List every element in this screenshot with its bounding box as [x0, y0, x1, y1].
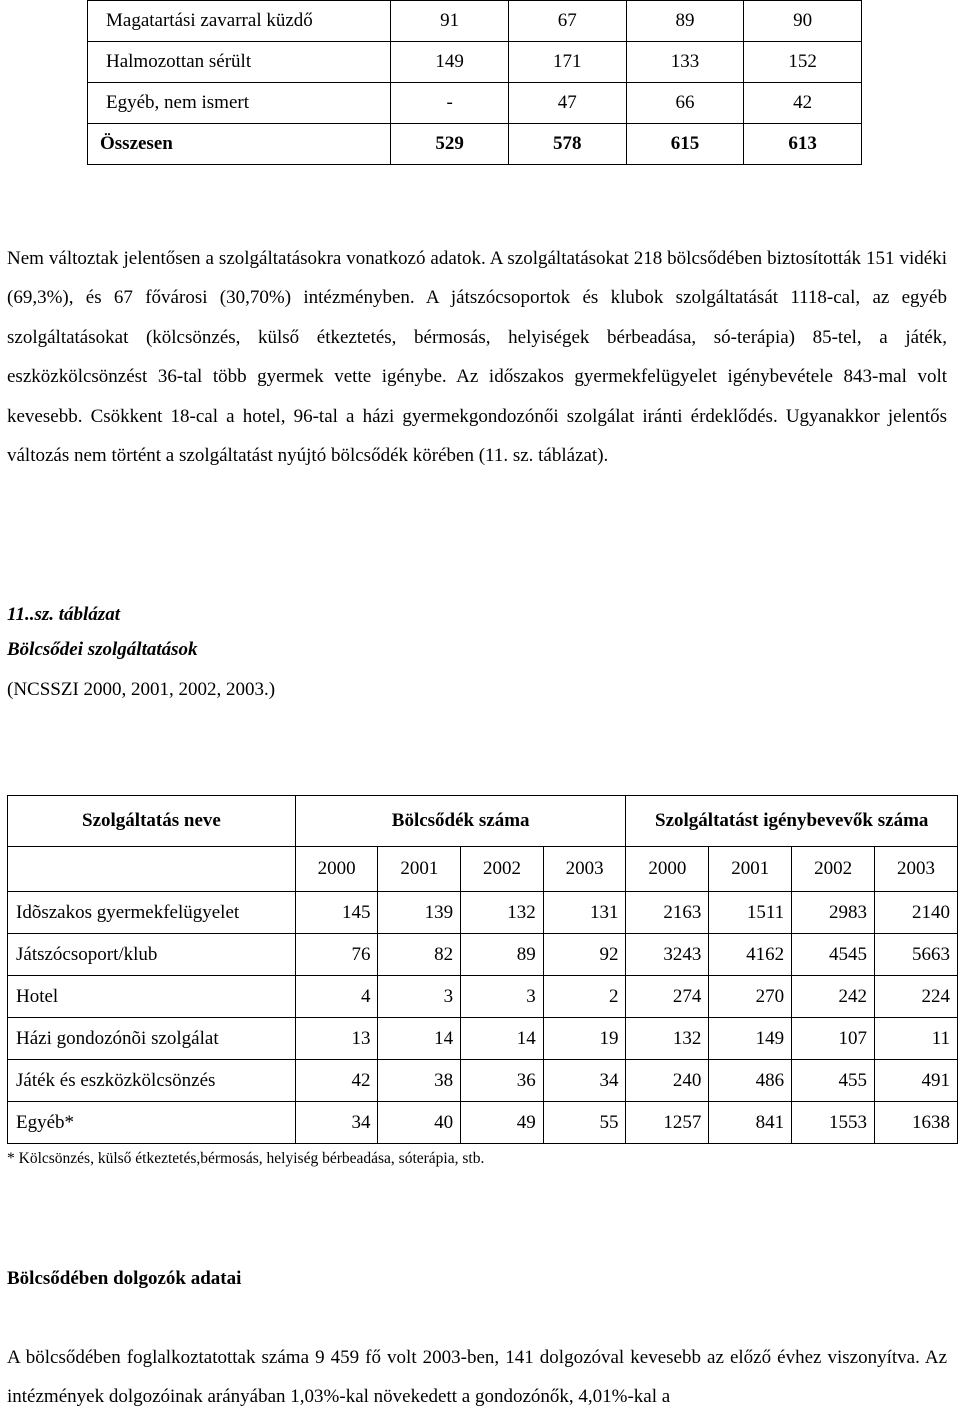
total-value: 615	[626, 124, 744, 165]
cell-value: 55	[543, 1102, 626, 1144]
header-row	[8, 796, 958, 847]
year-header: 2002	[792, 847, 875, 892]
cell-value: 13	[295, 1018, 378, 1060]
cell-value: 132	[461, 892, 544, 934]
header-nursery-count: Bölcsődék száma	[295, 796, 626, 847]
table-number-title: 11..sz. táblázat	[7, 604, 120, 625]
body-paragraph: Nem változtak jelentősen a szolgáltatásokra vonatkozó adatok. A szolgáltatásokat 218 bölcsődében biztosították 151 vidéki (69,3%), és 67 fővárosi (30,70%) intézményben. A játszócsoportok és klubok szolgáltatását 1118-cal, az egyéb szolgáltatásokat (kölcsönzés, külső étkeztetés, bérmosás, helyiségek bérbeadása, só-terápia) 85-tel, a játék, eszközkölcsönzést 36-tal több gyermek vette igénybe. Az időszakos gyermekfelügyelet igénybevétele 843-mal volt kevesebb. Csökkent 18-cal a hotel, 96-tal a házi gyermekgondozónői szolgálat iránti érdeklődés. Ugyanakkor jelentős változás nem történt a szolgáltatást nyújtó bölcsődék körében (11. sz. táblázat).	[7, 248, 947, 467]
service-name: Házi gondozónõi szolgálat	[8, 1018, 296, 1060]
cell-value: 3243	[626, 934, 709, 976]
cell-value: 5663	[875, 934, 958, 976]
cell-value: 14	[378, 1018, 461, 1060]
cell-value: 40	[378, 1102, 461, 1144]
cell-value: 14	[461, 1018, 544, 1060]
cell-value: 274	[626, 976, 709, 1018]
body-paragraph: A bölcsődében foglalkoztatottak száma 9 459 fő volt 2003-ben, 141 dolgozóval kevesebb az előző évhez viszonyítva. Az intézmények dolgozóinak arányában 1,03%-kal növekedett a gondozónők, 4,01%-kal a	[7, 1347, 947, 1408]
year-header: 2003	[543, 847, 626, 892]
cell-value: 149	[391, 42, 509, 83]
cell-value: 2983	[792, 892, 875, 934]
service-name: Egyéb*	[8, 1102, 296, 1144]
total-value: 578	[508, 124, 626, 165]
table-row	[8, 1060, 958, 1102]
cell-value: 3	[461, 976, 544, 1018]
row-label: Egyéb, nem ismert	[88, 83, 391, 124]
total-row	[88, 124, 862, 165]
cell-value: 107	[792, 1018, 875, 1060]
cell-value: 34	[295, 1102, 378, 1144]
cell-value: 36	[461, 1060, 544, 1102]
cell-value: 242	[792, 976, 875, 1018]
total-label: Összesen	[88, 124, 391, 165]
cell-value: 90	[744, 1, 862, 42]
cell-value: 152	[744, 42, 862, 83]
cell-value: 240	[626, 1060, 709, 1102]
year-header: 2002	[461, 847, 544, 892]
cell-value: 66	[626, 83, 744, 124]
cell-value: 1511	[709, 892, 792, 934]
table-row	[8, 1102, 958, 1144]
cell-value: 47	[508, 83, 626, 124]
cell-value: 139	[378, 892, 461, 934]
services-table	[7, 795, 958, 1144]
cell-value: 132	[626, 1018, 709, 1060]
table-row	[8, 976, 958, 1018]
cell-value: 131	[543, 892, 626, 934]
section-heading: Bölcsődében dolgozók adatai	[7, 1268, 242, 1289]
cell-value: 4162	[709, 934, 792, 976]
cell-value: 42	[744, 83, 862, 124]
cell-value: 1553	[792, 1102, 875, 1144]
header-service-name: Szolgáltatás neve	[8, 796, 296, 847]
cell-value: 3	[378, 976, 461, 1018]
cell-value: 2163	[626, 892, 709, 934]
table-row	[8, 892, 958, 934]
cell-value: 491	[875, 1060, 958, 1102]
cell-value: 42	[295, 1060, 378, 1102]
year-header: 2003	[875, 847, 958, 892]
year-header: 2001	[709, 847, 792, 892]
table-row	[8, 1018, 958, 1060]
cell-value: 841	[709, 1102, 792, 1144]
table-row	[8, 934, 958, 976]
cell-value: 89	[626, 1, 744, 42]
cell-value: 224	[875, 976, 958, 1018]
row-label: Magatartási zavarral küzdő	[88, 1, 391, 42]
cell-value: 76	[295, 934, 378, 976]
table-row	[88, 83, 862, 124]
cell-value: 19	[543, 1018, 626, 1060]
cell-value: 486	[709, 1060, 792, 1102]
table-source: (NCSSZI 2000, 2001, 2002, 2003.)	[7, 679, 276, 700]
cell-value: 82	[378, 934, 461, 976]
cell-value: 270	[709, 976, 792, 1018]
header-blank	[8, 847, 296, 892]
cell-value: 91	[391, 1, 509, 42]
cell-value: 49	[461, 1102, 544, 1144]
cell-value: 4	[295, 976, 378, 1018]
cell-value: 171	[508, 42, 626, 83]
cell-value: 92	[543, 934, 626, 976]
cell-value: 11	[875, 1018, 958, 1060]
table-subtitle: Bölcsődei szolgáltatások	[7, 639, 198, 660]
cell-value: 89	[461, 934, 544, 976]
cell-value: 2	[543, 976, 626, 1018]
cell-value: 149	[709, 1018, 792, 1060]
total-value: 529	[391, 124, 509, 165]
cell-value: 1638	[875, 1102, 958, 1144]
cell-value: 34	[543, 1060, 626, 1102]
year-header: 2000	[295, 847, 378, 892]
cell-value: -	[391, 83, 509, 124]
cell-value: 455	[792, 1060, 875, 1102]
cell-value: 133	[626, 42, 744, 83]
header-user-count: Szolgáltatást igénybevevők száma	[626, 796, 958, 847]
year-header: 2001	[378, 847, 461, 892]
cell-value: 67	[508, 1, 626, 42]
disability-stats-table	[87, 0, 862, 165]
year-header: 2000	[626, 847, 709, 892]
service-name: Játék és eszközkölcsönzés	[8, 1060, 296, 1102]
service-name: Játszócsoport/klub	[8, 934, 296, 976]
cell-value: 2140	[875, 892, 958, 934]
year-row	[8, 847, 958, 892]
cell-value: 38	[378, 1060, 461, 1102]
service-name: Hotel	[8, 976, 296, 1018]
total-value: 613	[744, 124, 862, 165]
table-footnote: * Kölcsönzés, külső étkeztetés,bérmosás, helyiség bérbeadása, sóterápia, stb.	[7, 1150, 485, 1167]
table-row	[88, 1, 862, 42]
cell-value: 145	[295, 892, 378, 934]
cell-value: 4545	[792, 934, 875, 976]
row-label: Halmozottan sérült	[88, 42, 391, 83]
service-name: Idõszakos gyermekfelügyelet	[8, 892, 296, 934]
table-row	[88, 42, 862, 83]
cell-value: 1257	[626, 1102, 709, 1144]
